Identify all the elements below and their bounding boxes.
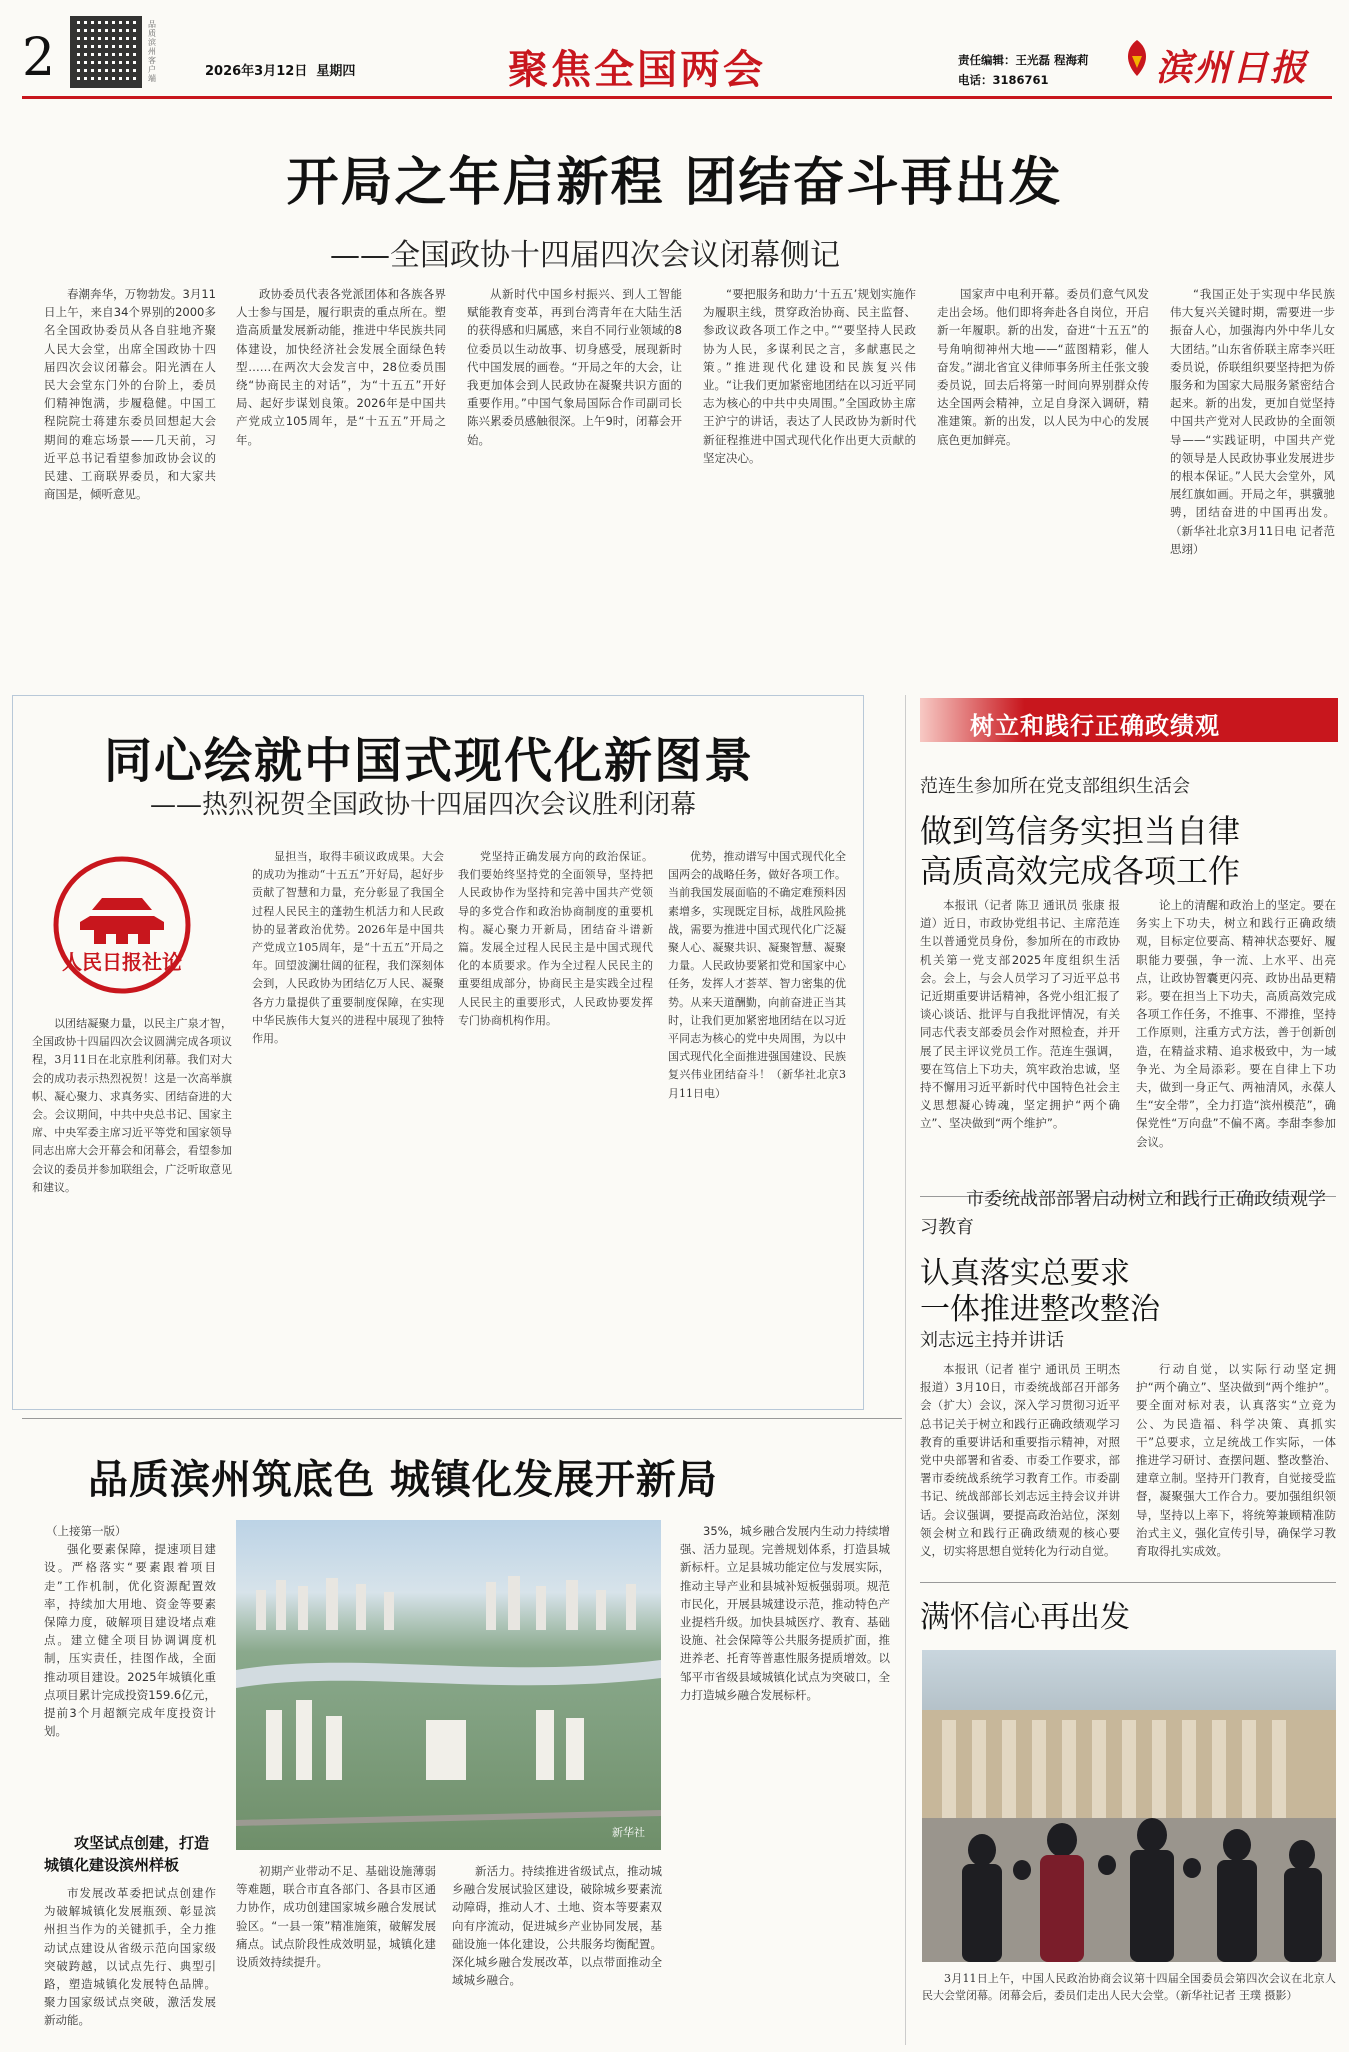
right-divider-2	[920, 1582, 1336, 1583]
section-title: 聚焦全国两会	[508, 46, 766, 93]
tiananmen-icon	[42, 850, 202, 1000]
story2-kicker: 市委统战部部署启动树立和践行正确政绩观学习教育	[920, 1189, 1326, 1238]
qr-code	[70, 16, 142, 88]
editorial-subhead: ——热烈祝贺全国政协十四届四次会议胜利闭幕	[150, 790, 697, 820]
section-banner-label: 树立和践行正确政绩观	[970, 711, 1220, 740]
story1-headline-2: 高质高效完成各项工作	[920, 852, 1241, 890]
story2-column-a: 本报讯（记者 崔宁 通讯员 王明杰 报道）3月10日，市委统战部召开部务会（扩大）会议，深入学习贯彻习近平总书记关于树立和践行正确政绩观学习教育的重要讲话和重要指示精神，对照党中央部署和省委、市委工作要求，部署市委统战系统学习教育工作。市委副书记、统战部部长刘志远主持会议并讲话。会议强调，要提高政治站位，深刻领会树立和践行正确政绩观的核心要义，切实将思想自觉转化为行动自觉。	[920, 1362, 1120, 1559]
bottom-intro: （上接第一版）	[46, 1524, 127, 1538]
vertical-divider	[905, 695, 906, 2045]
lead-column-6: “我国正处于实现中华民族伟大复兴关键时期，需要进一步振奋人心，加强海内外中华儿女大团结。”山东省侨联主席李兴旺委员说，侨联组织要坚持把为侨服务和为国家大局服务紧密结合起来。新的出发，更加自觉坚持中国共产党对人民政协的全面领导——“实践证明，中国共产党的领导是人民政协事业发展进步的根本保证。”人民大会堂外，风展红旗如画。开局之年，骐骥驰骋，团结奋进的中国再出发。（新华社北京3月11日电 记者范思翊）	[1170, 287, 1335, 556]
editorial-column-1: 以团结凝聚力量，以民主广泉才智，全国政协十四届四次会议圆满完成各项议程，3月11日在北京胜利闭幕。我们对大会的成功表示热烈祝贺！这是一次高举旗帜、凝心聚力、求真务实、团结奋进的大会。会议期间，中共中央总书记、国家主席、中央军委主席习近平等党和国家领导同志出席大会开幕会和闭幕会，看望参加会议的委员并参加联组会，广泛听取意见和建议。	[32, 1017, 232, 1194]
lead-subhead: ——全国政协十四届四次会议闭幕侧记	[330, 238, 840, 273]
editorial-headline: 同心绘就中国式现代化新图景	[104, 733, 755, 789]
qr-caption: 品质滨州客户端	[148, 20, 156, 83]
editorial-logo-label: 人民日报社论	[62, 950, 182, 974]
date-text: 2026年3月12日	[205, 64, 308, 79]
editorial-logo	[42, 850, 202, 1000]
photo-credit: 新华社	[612, 1826, 645, 1839]
story2-byline: 刘志远主持并讲话	[920, 1330, 1064, 1351]
page-number: 2	[22, 28, 56, 88]
bottom-subhead-a: 攻坚试点创建，打造城镇化建设滨州样板	[44, 1834, 210, 1874]
editorial-column-3: 党坚持正确发展方向的政治保证。我们要始终坚持党的全面领导，坚持把人民政协作为坚持和完善中国共产党领导的多党合作和政治协商制度的重要机构。凝心聚力开新局，团结奋斗谱新篇。发展全过程人民民主是中国式现代化的本质要求。作为全过程人民民主的重要组成部分，协商民主是实践全过程人民民主的重要形式，人民政协要发挥专门协商机构作用。	[458, 850, 653, 1027]
city-aerial-photo	[236, 1520, 661, 1850]
brand-logo-icon	[1122, 38, 1152, 78]
issue-date	[205, 60, 355, 79]
story2-headline-1: 认真落实总要求	[920, 1256, 1130, 1291]
lead-headline: 开局之年启新程 团结奋斗再出发	[286, 152, 1063, 213]
brand-name: 滨州日报	[1156, 47, 1309, 89]
lead-column-2: 政协委员代表各党派团体和各族各界人士参与国是，履行职责的重点所在。塑造高质量发展新动能，推进中华民族共同体建设，加快经济社会发展全面绿色转型……在两次大会发言中，28位委员围绕“协商民主的对话”，为“十五五”开好局、起好步谋划良策。2026年是中国共产党成立105周年，是“十五五”开局之年。	[236, 287, 446, 447]
lead-column-4: “要把服务和助力‘十五五’规划实施作为履职主线，贯穿政治协商、民主监督、参政议政各项工作之中。”“要坚持人民政协为人民，多谋利民之言，多献惠民之策。”推进现代化建设和民族复兴伟业。“让我们更加紧密地团结在以习近平同志为核心的中共中央周围。”全国政协主席王沪宁的讲话，表达了人民政协为新时代新征程推进中国式现代化作出更大贡献的坚定决心。	[703, 287, 916, 465]
masthead-rule	[22, 96, 1332, 99]
lead-column-5: 国家声中电利开幕。委员们意气风发走出会场。他们即将奔赴各自岗位，开启新一年履职。新的出发，奋进“十五五”的号角响彻神州大地——“蓝图精彩，催人奋发。”湖北省宜义律师事务所主任张文骏委员说，回去后将第一时间向界别群众传达全国两会精神，立足自身深入调研，精准建策。新的出发，以人民为中心的发展底色更加鲜亮。	[937, 287, 1149, 447]
bottom-column-d: 35%，城乡融合发展内生动力持续增强、活力显现。完善规划体系，打造县城新标杆。立足县城功能定位与发展实际，推动主导产业和县城补短板强弱项。规范市民化，开展县城建设示范，推动特色产业提档升级。加快县城医疗、教育、基础设施、社会保障等公共服务提质扩面，推进养老、托育等普惠性服务提质增效。以邹平市省级县域城镇化试点为突破口，全力打造城乡融合发展标杆。	[680, 1524, 890, 1702]
story2-headline-2: 一体推进整改整治	[920, 1292, 1160, 1327]
story3-headline: 满怀信心再出发	[920, 1600, 1130, 1635]
story1-column-b: 论上的清醒和政治上的坚定。要在务实上下功夫，树立和践行正确政绩观，目标定位要高、精神状态要好、履职能力要强，争一流、上水平、出亮点，让政协智囊更闪亮、政协出品更精彩。要在担当上下功夫，高质高效完成各项工作任务，不推事、不滞推，坚持工作原则，注重方式方法，善于创新创造，在精益求精、追求极致中，为一域争光、为全局添彩。要在自律上下功夫，做到一身正气、两袖清风，永葆人生“安全带”，全力打造“滨州模范”，确保党性“万向盘”不偏不离。李甜李参加会议。	[1136, 898, 1336, 1149]
lead-column-3: 从新时代中国乡村振兴、到人工智能赋能教育变革，再到台湾青年在大陆生活的获得感和归属感，来自不同行业领域的8位委员以生动故事、切身感受，展现新时代中国发展的画卷。“开局之年的大会，让我更加体会到人民政协在凝聚共识方面的重要作用。”中国气象局国际合作司副司长陈兴累委员感触很深。上午9时，闭幕会开始。	[467, 287, 682, 447]
section-banner	[920, 698, 1338, 742]
weekday-text: 星期四	[316, 64, 356, 79]
bottom-column-b: 初期产业带动不足、基础设施薄弱等难题，联合市直各部门、各县市区通力协作，成功创建国家城乡融合发展试验区。“一县一策”精准施策，破解发展痛点。试点阶段性成效明显，城镇化建设质效持续提升。	[236, 1864, 436, 1970]
lead-column-1: 春潮奔华，万物勃发。3月11日上午，来自34个界别的2000多名全国政协委员从各自驻地齐聚人民大会堂，出席全国政协十四届四次会议闭幕会。阳光洒在人民大会堂东门外的台阶上，委员们精神饱满，步履稳健。中国工程院院士蒋建东委员回想起大会期间的难忘场景——几天前，习近平总书记看望参加政协会议的民建、工商联界委员，和大家共商国是，倾听意见。	[44, 287, 216, 502]
story1-headline-1: 做到笃信务实担当自律	[920, 812, 1241, 850]
bottom-rule	[22, 1418, 902, 1419]
editorial-column-4: 优势，推动谱写中国式现代化全国两会的战略任务，做好各项工作。当前我国发展面临的不确定难预料因素增多，实现既定目标，战胜风险挑战，需要为推进中国式现代化广泛凝聚人心、凝聚共识、凝聚智慧、凝聚力量。人民政协要紧扣党和国家中心任务，发挥人才荟萃、智力密集的优势。从来天道酬勤，向前奋进正当其时，让我们更加紧密地团结在以习近平同志为核心的党中央周围，为以中国式现代化全面推进强国建设、民族复兴伟业团结奋斗！（新华社北京3月11日电）	[668, 850, 846, 1100]
editor-label: 责任编辑：王光磊 程海莉	[958, 53, 1089, 67]
bottom-column-a: （上接第一版） 强化要素保障，提速项目建设。严格落实“要素跟着项目走”工作机制，优化资源配置效率，持续加大用地、资金等要素保障力度，破解项目建设堵点难点。建立健全项目协调调度机制，压实责任，挂图作战，全面推动项目建设。2025年城镇化重点项目累计完成投资159.6亿元，提前3个月超额完成年度投资计划。	[44, 1524, 216, 1739]
story3-caption: 3月11日上午，中国人民政治协商会议第十四届全国委员会第四次会议在北京人民大会堂闭幕。闭幕会后，委员们走出人民大会堂。（新华社记者 王璞 摄影）	[922, 1972, 1336, 2002]
editorial-column-2: 显担当，取得丰硕议政成果。大会的成功为推动“十五五”开好局，起好步贡献了智慧和力量，充分彰显了我国全过程人民民主的蓬勃生机活力和人民政协的显著政治优势。2026年是中国共产党成立105周年，是“十五五”开局之年。回望波澜壮阔的征程，我们深刻体会到，人民政协为团结亿万人民、凝聚各方力量提供了重要制度保障，在实现中华民族伟大复兴的进程中展现了独特作用。	[252, 850, 444, 1046]
story1-kicker: 范连生参加所在党支部组织生活会	[920, 776, 1190, 797]
story2-column-b: 行动自觉，以实际行动坚定拥护“两个确立”、坚决做到“两个维护”。要全面对标对表，认真落实“立竞为公、为民造福、科学决策、真抓实干”总要求，立足统战工作实际，一体推进学习研讨、查摆问题、整改整治、建章立制。坚持开门教育，自觉接受监督，凝聚强大工作合力。要加强组织领导，坚持以上率下，将统筹兼顾精准防治式主义，强化宣传引导，确保学习教育取得扎实成效。	[1136, 1362, 1336, 1559]
phone-label: 电话：3186761	[958, 73, 1049, 87]
bottom-column-c: 新活力。持续推进省级试点，推动城乡融合发展试验区建设，破除城乡要素流动障碍，推动人才、土地、资本等要素双向有序流动，促进城乡产业协同发展，基础设施一体化建设，公共服务均衡配置。深化城乡融合发展改革，以点带面推动全域城乡融合。	[452, 1864, 662, 1988]
story1-column-a: 本报讯（记者 陈卫 通讯员 张康 报道）近日，市政协党组书记、主席范连生以普通党员身份，参加所在的市政协机关第一党支部2025年度组织生活会。会上，与会人员学习了习近平总书记近期重要讲话精神，各党小组汇报了谈心谈话、批评与自我批评情况，有关同志代表支部委员会作对照检查，并开展了民主评议党员工作。范连生强调，要在笃信上下功夫，筑牢政治忠诚，坚持不懈用习近平新时代中国特色社会主义思想凝心铸魂，坚定拥护“两个确立”、坚决做到“两个维护”。	[920, 898, 1120, 1131]
delegates-photo	[922, 1650, 1336, 1962]
bottom-column-a2: 市发展改革委把试点创建作为破解城镇化发展瓶颈、彰显滨州担当作为的关键抓手，全力推动试点建设从省级示范向国家级突破跨越，以试点先行、典型引路，塑造城镇化发展特色品牌。聚力国家级试点突破，激活发展新动能。	[44, 1886, 216, 2028]
bottom-headline: 品质滨州筑底色 城镇化发展开新局	[88, 1456, 718, 1503]
